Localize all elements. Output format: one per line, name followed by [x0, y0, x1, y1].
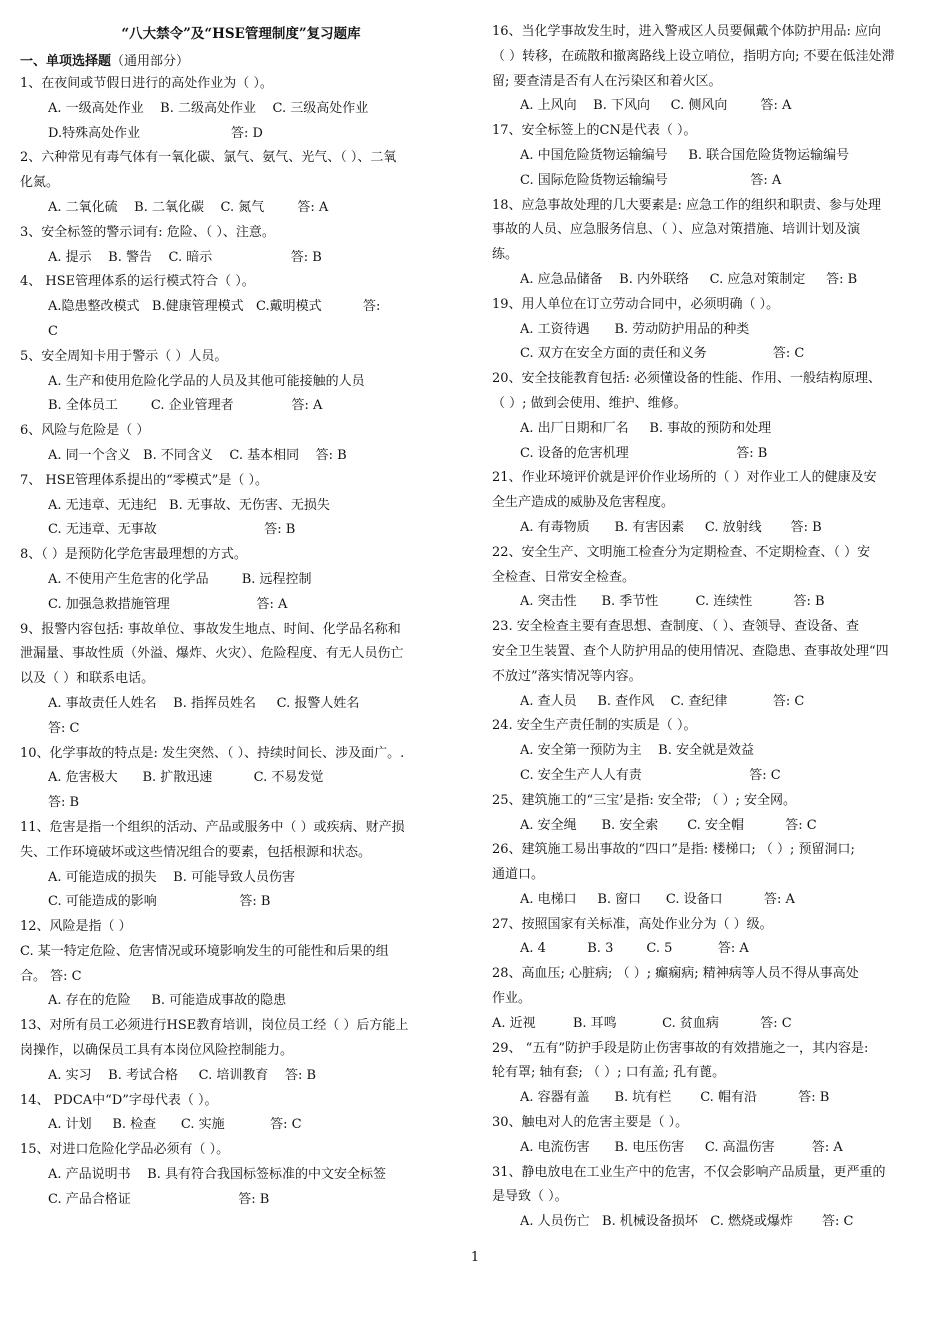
- question-item: [492, 789, 924, 839]
- question-options: A. 实习 B. 考试合格 C. 培训教育 答: B: [48, 1067, 317, 1083]
- question-text: 化氮。: [20, 175, 60, 191]
- question-text: 14、 PDCA中“D”字母代表（ ）。: [20, 1092, 218, 1108]
- question-options: A. 提示 B. 警告 C. 暗示 答: B: [48, 249, 322, 265]
- question-text: 13、对所有员工必须进行HSE教育培训，岗位员工经（ ）后方能上: [20, 1018, 409, 1034]
- question-text: 全生产造成的威胁及危害程度。: [492, 495, 675, 511]
- question-options: C. 双方在安全方面的责任和义务 答: C: [520, 346, 805, 362]
- question-text: （ ）转移，在疏散和撤离路线上设立哨位，指明方向; 不要在低洼处滞: [492, 48, 895, 64]
- question-item: [492, 714, 924, 788]
- question-text: 15、对进口危险化学品必须有（ ）。: [20, 1142, 230, 1158]
- question-options: C. 加强急救措施管理 答: A: [48, 596, 288, 612]
- question-text: 3、安全标签的警示词有: 危险、（ ）、注意。: [20, 224, 275, 240]
- question-text: 7、 HSE管理体系提出的“零模式”是（ ）。: [20, 472, 269, 488]
- question-text: 通道口。: [492, 867, 545, 883]
- question-options: A. 中国危险货物运输编号 B. 联合国危险货物运输编号: [520, 147, 850, 163]
- question-options: A. 二氧化硫 B. 二氧化碳 C. 氮气 答: A: [48, 199, 329, 215]
- question-item: [20, 816, 462, 915]
- question-item: [492, 913, 924, 963]
- question-options: A. 查人员 B. 查作风 C. 查纪律 答: C: [520, 693, 805, 709]
- question-text: 20、安全技能教育包括: 必须懂设备的性能、作用、一般结构原理、: [492, 371, 882, 387]
- question-options: A. 不使用产生危害的化学品 B. 远程控制: [48, 571, 312, 587]
- question-options: A. 容器有盖 B. 坑有栏 C. 帽有沿 答: B: [520, 1090, 830, 1106]
- question-options: A. 可能造成的损失 B. 可能导致人员伤害: [48, 869, 296, 885]
- question-options: C. 设备的危害机理 答: B: [520, 445, 768, 461]
- question-item: [492, 1161, 924, 1235]
- question-item: [20, 469, 462, 543]
- question-text: 23. 安全检查主要有查思想、查制度、（ ）、查领导、查设备、查: [492, 619, 859, 635]
- question-options: A. 突击性 B. 季节性 C. 连续性 答: B: [520, 594, 825, 610]
- question-item: [492, 466, 924, 540]
- question-options: A. 安全绳 B. 安全索 C. 安全帽 答: C: [520, 817, 817, 833]
- question-text: 31、静电放电在工业生产中的危害，不仅会影响产品质量，更严重的: [492, 1164, 886, 1180]
- section-note: （通用部分）: [111, 54, 190, 69]
- question-text: 2、六种常见有毒气体有一氧化碳、氯气、氨气、光气、（ ）、二氧: [20, 150, 397, 166]
- question-item: [20, 543, 462, 617]
- question-text: 17、安全标签上的CN是代表（ ）。: [492, 123, 697, 139]
- question-options: A. 计划 B. 检查 C. 实施 答: C: [48, 1117, 302, 1133]
- question-item: [492, 20, 924, 119]
- question-item: [492, 615, 924, 714]
- question-item: [20, 72, 462, 146]
- question-item: [492, 194, 924, 293]
- question-list-right: [492, 20, 924, 1235]
- question-item: [492, 1111, 924, 1161]
- question-text: 安全卫生装置、查个人防护用品的使用情况、查隐患、查事故处理“四: [492, 643, 889, 659]
- question-text: 29、 “五有”防护手段是防止伤害事故的有效措施之一，其内容是:: [492, 1040, 869, 1056]
- question-options: A. 上风向 B. 下风向 C. 侧风向 答: A: [520, 98, 792, 114]
- question-text: 岗操作，以确保员工具有本岗位风险控制能力。: [20, 1043, 294, 1059]
- question-item: [20, 1089, 462, 1139]
- question-text: 19、用人单位在订立劳动合同中，必须明确（ ）。: [492, 296, 780, 312]
- document-title: “八大禁令”及“HSE管理制度”复习题库: [121, 26, 361, 42]
- question-text: 16、当化学事故发生时，进入警戒区人员要佩戴个体防护用品: 应向: [492, 24, 882, 39]
- question-options: A. 安全第一预防为主 B. 安全就是效益: [520, 743, 755, 759]
- question-options: A. 电流伤害 B. 电压伤害 C. 高温伤害 答: A: [520, 1139, 843, 1155]
- question-options: A. 存在的危险 B. 可能造成事故的隐患: [48, 993, 287, 1009]
- question-options: A.隐患整改模式 B.健康管理模式 C.戴明模式 答:: [48, 299, 381, 315]
- question-text: 24. 安全生产责任制的实质是（ ）。: [492, 718, 697, 734]
- question-text: 4、 HSE管理体系的运行模式符合（ ）。: [20, 274, 255, 290]
- question-options: A. 出厂日期和厂名 B. 事故的预防和处理: [520, 420, 772, 436]
- question-list-left: [20, 72, 462, 1213]
- question-text: 18、应急事故处理的几大要素是: 应急工作的组织和职责、参与处理: [492, 197, 882, 213]
- question-options: C. 国际危险货物运输编号 答: A: [520, 172, 782, 188]
- question-options: A. 同一个含义 B. 不同含义 C. 基本相同 答: B: [48, 447, 347, 463]
- question-text: 27、按照国家有关标准，高处作业分为（ ）级。: [492, 916, 773, 932]
- question-item: [492, 962, 924, 1036]
- left-column: [20, 20, 462, 1213]
- question-options: A. 电梯口 B. 窗口 C. 设备口 答: A: [520, 891, 795, 907]
- question-item: [20, 915, 462, 1014]
- question-text: 全检查、日常安全检查。: [492, 569, 636, 585]
- question-text: 5、安全周知卡用于警示（ ）人员。: [20, 348, 228, 364]
- question-options: D.特殊高处作业 答: D: [48, 125, 263, 141]
- question-options: A. 4 B. 3 C. 5 答: A: [520, 941, 749, 957]
- question-item: [492, 119, 924, 193]
- question-text: 作业。: [492, 991, 532, 1007]
- question-text: 练。: [492, 247, 519, 263]
- question-options: A. 有毒物质 B. 有害因素 C. 放射线 答: B: [520, 519, 822, 535]
- question-item: [492, 838, 924, 912]
- question-options: A. 工资待遇 B. 劳动防护用品的种类: [520, 321, 750, 337]
- question-text: C. 某一特定危险、危害情况或环境影响发生的可能性和后果的组: [20, 943, 389, 959]
- question-text: 12、风险是指（ ）: [20, 919, 132, 935]
- section-label: 一、单项选择题: [20, 54, 112, 69]
- section-heading: [20, 52, 462, 72]
- question-item: [492, 1037, 924, 1111]
- question-item: [20, 345, 462, 419]
- question-text: 30、触电对人的危害主要是（ ）。: [492, 1115, 689, 1131]
- question-text: 26、建筑施工易出事故的“四口”是指: 楼梯口; （ ）; 预留洞口;: [492, 842, 855, 858]
- question-options: A. 危害极大 B. 扩散迅速 C. 不易发觉: [48, 770, 324, 786]
- question-text: 9、报警内容包括: 事故单位、事故发生地点、时间、化学品名称和: [20, 621, 401, 637]
- question-options: A. 无违章、无违纪 B. 无事故、无伤害、无损失: [48, 497, 330, 513]
- question-text: 1、在夜间或节假日进行的高处作业为（ ）。: [20, 76, 273, 91]
- question-options: C. 可能造成的影响 答: B: [48, 894, 271, 910]
- question-text: 6、风险与危险是（ ）: [20, 423, 150, 439]
- question-options: A. 一级高处作业 B. 二级高处作业 C. 三级高处作业: [48, 100, 369, 116]
- question-item: [20, 618, 462, 742]
- question-item: [20, 221, 462, 271]
- question-options: C. 安全生产人人有责 答: C: [520, 767, 781, 783]
- question-item: [492, 293, 924, 367]
- question-text: 21、作业环境评价就是评价作业场所的（ ）对作业工人的健康及安: [492, 470, 877, 486]
- question-options: A. 近视 B. 耳鸣 C. 贫血病 答: C: [492, 1015, 792, 1031]
- question-item: [20, 270, 462, 344]
- page-number: 1: [470, 1250, 480, 1265]
- question-text: 轮有罩; 轴有套; （ ）; 口有盖; 孔有蓖。: [492, 1065, 726, 1081]
- question-options: A. 事故责任人姓名 B. 指挥员姓名 C. 报警人姓名: [48, 695, 360, 711]
- question-item: [20, 1138, 462, 1212]
- question-item: [492, 541, 924, 615]
- question-text: 10、化学事故的特点是: 发生突然、（ ）、持续时间长、涉及面广。.: [20, 745, 405, 761]
- question-text: 8、（ ）是预防化学危害最理想的方式。: [20, 547, 247, 563]
- question-options: A. 产品说明书 B. 具有符合我国标签标准的中文安全标签: [48, 1167, 387, 1183]
- question-options: 答: B: [48, 795, 80, 811]
- question-item: [492, 367, 924, 466]
- question-text: 28、高血压; 心脏病; （ ）; 癫痫病; 精神病等人员不得从事高处: [492, 966, 859, 982]
- question-item: [20, 742, 462, 816]
- question-text: 22、安全生产、文明施工检查分为定期检查、不定期检查、（ ）安: [492, 544, 871, 560]
- question-options: A. 应急品储备 B. 内外联络 C. 应急对策制定 答: B: [520, 271, 858, 287]
- question-options: C. 产品合格证 答: B: [48, 1191, 270, 1207]
- question-text: 以及（ ）和联系电话。: [20, 671, 155, 687]
- question-text: 是导致（ ）。: [492, 1189, 568, 1205]
- question-text: 11、危害是指一个组织的活动、产品或服务中（ ）或疾病、财产损: [20, 819, 405, 835]
- question-text: （ ）; 做到会使用、维护、维修。: [492, 395, 687, 411]
- question-options: A. 人员伤亡 B. 机械设备损坏 C. 燃烧或爆炸 答: C: [520, 1214, 854, 1230]
- question-item: [20, 146, 462, 220]
- question-text: 不放过”落实情况等内容。: [492, 668, 642, 684]
- question-text: 事故的人员、应急服务信息、（ ）、应急对策措施、培训计划及演: [492, 222, 861, 238]
- question-text: 失、工作环境破坏或这些情况组合的要素，包括根源和状态。: [20, 844, 372, 860]
- question-options: A. 生产和使用危险化学品的人员及其他可能接触的人员: [48, 373, 365, 389]
- question-options: 答: C: [48, 720, 80, 736]
- question-text: 留; 要查清是否有人在污染区和着火区。: [492, 73, 722, 89]
- question-item: [20, 419, 462, 469]
- question-item: [20, 1014, 462, 1088]
- right-column: [492, 20, 924, 1235]
- question-options: C: [48, 323, 58, 339]
- question-options: B. 全体员工 C. 企业管理者 答: A: [48, 398, 323, 414]
- question-text: 泄漏量、事故性质（外溢、爆炸、火灾）、危险程度、有无人员伤亡: [20, 646, 404, 662]
- question-options: C. 无违章、无事故 答: B: [48, 522, 296, 538]
- question-text: 25、建筑施工的“三宝’是指: 安全带; （ ）; 安全网。: [492, 792, 796, 808]
- question-text: 合。 答: C: [20, 968, 82, 984]
